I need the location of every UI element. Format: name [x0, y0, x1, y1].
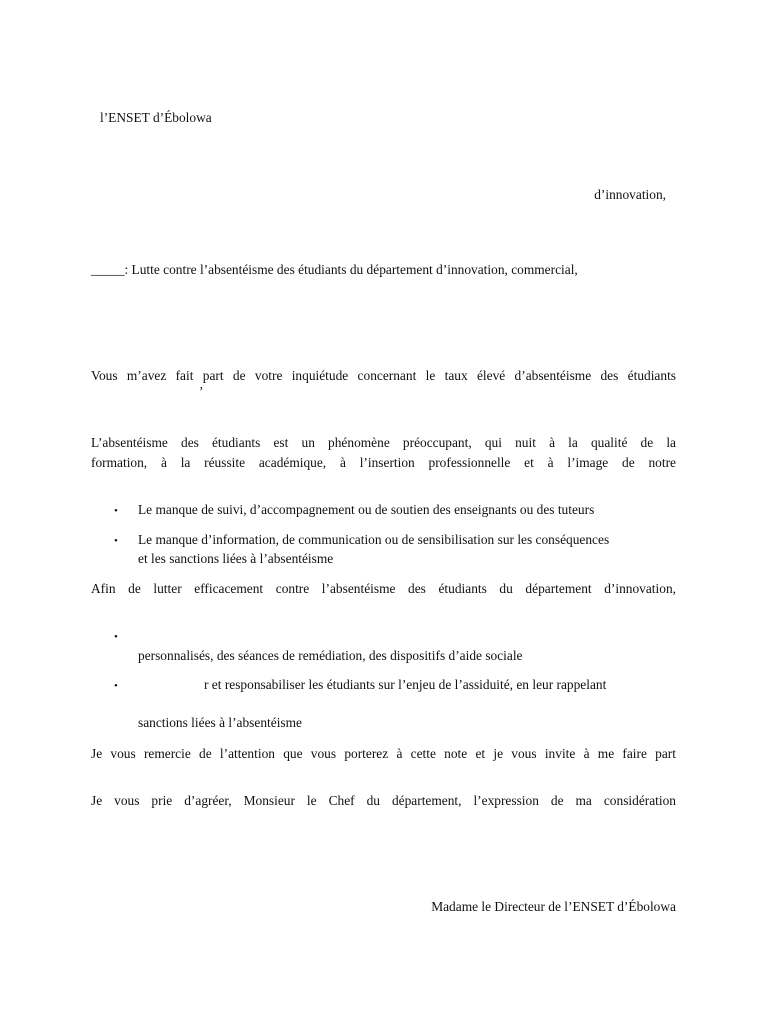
paragraph-1 [91, 366, 676, 386]
paragraph-3 [91, 579, 676, 599]
measure-item-1-line-2: personnalisés, des séances de remédiation, des dispositifs d’aide sociale [138, 648, 523, 663]
paragraph-1-mark: ’ [199, 384, 204, 399]
bullet-icon: • [114, 535, 118, 547]
sender-line: l’ENSET d’Ébolowa [100, 110, 212, 125]
cause-item-1: Le manque de suivi, d’accompagnement ou de soutien des enseignants ou des tuteurs [138, 502, 595, 517]
paragraph-4-line: Je vous remercie de l’attention que vous porterez à cette note et je vous invite à me faire part [91, 746, 676, 761]
signature-line: Madame le Directeur de l’ENSET d’Ébolowa [431, 899, 676, 914]
cause-item-2-line-2: et les sanctions liées à l’absentéisme [138, 551, 334, 566]
bullet-icon: • [114, 680, 118, 692]
paragraph-5-line: Je vous prie d’agréer, Monsieur le Chef du département, l’expression de ma considération [91, 793, 676, 808]
bullet-icon: • [114, 505, 118, 517]
recipient-line: d’innovation, [594, 187, 666, 202]
paragraph-5 [91, 791, 676, 811]
paragraph-2 [91, 433, 676, 473]
measure-item-2-line-2: sanctions liées à l’absentéisme [138, 715, 302, 730]
paragraph-3-line: Afin de lutter efficacement contre l’absentéisme des étudiants du département d’innovation, [91, 581, 676, 596]
paragraph-4 [91, 744, 676, 764]
paragraph-2-line-1: L’absentéisme des étudiants est un phénomène préoccupant, qui nuit à la qualité de la [91, 435, 676, 450]
measure-item-2-line-1: r et responsabiliser les étudiants sur l’enjeu de l’assiduité, en leur rappelant [204, 677, 607, 692]
bullet-icon: • [114, 631, 118, 643]
object-text: : Lutte contre l’absentéisme des étudiants du département d’innovation, commercial, [124, 262, 578, 277]
paragraph-2-line-2: formation, à la réussite académique, à l’insertion professionnelle et à l’image de notre [91, 455, 676, 470]
paragraph-1-line: Vous m’avez fait part de votre inquiétude concernant le taux élevé d’absentéisme des étudiants [91, 368, 676, 383]
cause-item-2-line-1: Le manque d’information, de communication ou de sensibilisation sur les conséquences [138, 532, 610, 547]
object-label-blank: _____ [91, 262, 125, 277]
object-line [91, 262, 578, 278]
